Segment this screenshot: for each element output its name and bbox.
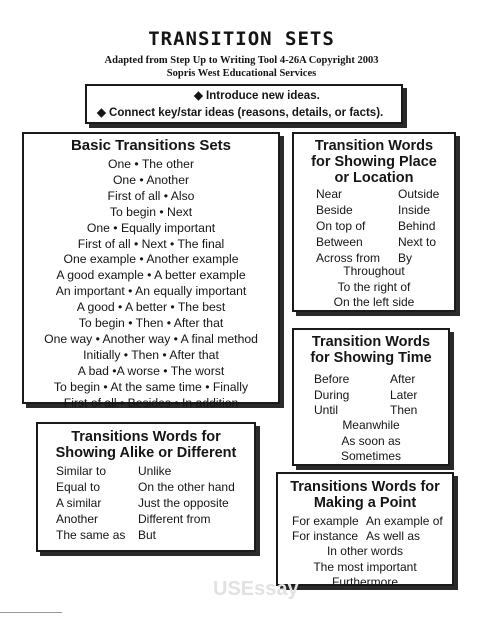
time-word: Until [314, 403, 339, 417]
point-word: As well as [366, 529, 421, 543]
alike-title-line: Showing Alike or Different [55, 445, 237, 461]
alike-word-grid [38, 464, 254, 549]
place-title-line: or Location [334, 170, 414, 186]
alike-different-box [36, 422, 256, 552]
time-box [292, 328, 450, 466]
alike-title-line: Transitions Words for [71, 429, 221, 445]
time-centered-list [294, 418, 448, 465]
time-word: Later [390, 387, 418, 402]
basic-transitions-title: Basic Transitions Sets [70, 137, 232, 154]
alike-word: But [138, 528, 157, 542]
place-word: Throughout [343, 264, 405, 278]
place-word: On top of [316, 219, 366, 233]
intro-line-1: ◆ Introduce new ideas. [194, 90, 320, 102]
alike-word: A similar [56, 496, 102, 510]
basic-transition-set: First of all • Also [107, 188, 195, 203]
place-word: On the left side [333, 295, 415, 309]
place-word: Beside [316, 203, 353, 217]
alike-word: Unlike [138, 464, 172, 478]
alike-word: Different from [138, 512, 211, 526]
basic-transition-set: First of all • Next • The final [77, 236, 225, 251]
place-box [292, 132, 456, 312]
time-word-grid [294, 372, 448, 422]
point-title-line: Making a Point [313, 495, 417, 511]
point-centered-list [278, 544, 452, 591]
alike-word: Just the opposite [138, 496, 229, 510]
page-title: TRANSITION SETS [148, 28, 335, 50]
basic-transitions-list [24, 157, 278, 412]
alike-word: The same as [56, 528, 126, 542]
alike-word: Another [56, 512, 99, 526]
place-word: Across from [316, 251, 381, 265]
time-word: After [390, 372, 416, 386]
point-title-line: Transitions Words for [290, 479, 440, 495]
point-word: For instance [292, 529, 359, 543]
place-word: To the right of [337, 279, 411, 294]
time-word: Before [314, 372, 350, 386]
point-word: An example of [366, 514, 443, 528]
basic-transition-set: A bad •A worse • The worst [77, 363, 225, 378]
place-word: Near [316, 187, 343, 201]
time-word: Meanwhile [342, 418, 400, 432]
place-word: Inside [398, 203, 431, 217]
place-centered-list [294, 264, 454, 311]
point-title [278, 479, 452, 511]
place-word: By [398, 251, 413, 265]
basic-transition-set: One way • Another way • A final method [44, 331, 258, 346]
basic-transition-set: One • Equally important [86, 220, 216, 235]
place-word: Between [316, 235, 363, 249]
basic-transition-set: Initially • Then • After that [83, 347, 219, 362]
basic-transition-set: First of all • Besides • In addition [63, 395, 239, 410]
time-word: Then [390, 403, 418, 417]
watermark-logo: USEssay [213, 578, 299, 600]
place-word: Next to [398, 235, 437, 249]
credit-line-2: Sopris West Educational Services [166, 68, 317, 79]
place-title-line: Transition Words [314, 138, 434, 154]
point-word: Furthermore [331, 575, 399, 589]
place-word: Outside [398, 187, 440, 201]
credit-line-1: Adapted from Step Up to Writing Tool 4-26A Copyright 2003 [104, 55, 379, 66]
time-word: As soon as [341, 433, 401, 448]
time-title [294, 334, 448, 366]
basic-transition-set: To begin • Then • After that [78, 316, 224, 331]
basic-transition-set: To begin • Next [109, 204, 193, 219]
footer-rule [0, 612, 62, 613]
time-word: Sometimes [340, 449, 402, 463]
point-word: In other words [326, 544, 404, 558]
place-word-grid [294, 187, 454, 267]
alike-word: On the other hand [138, 480, 235, 494]
point-box [276, 472, 454, 589]
time-title-line: Transition Words [311, 334, 431, 350]
place-title-line: for Showing Place [311, 154, 437, 170]
place-word: Behind [398, 219, 436, 233]
time-word: During [314, 387, 350, 402]
time-title-line: for Showing Time [310, 350, 432, 366]
alike-word: Equal to [56, 480, 101, 494]
point-word-grid [278, 514, 452, 546]
basic-transition-set: One • Another [112, 172, 190, 187]
basic-transitions-box [22, 132, 280, 410]
basic-transition-set: A good example • A better example [56, 268, 246, 283]
point-word: For example [292, 514, 359, 528]
basic-transition-set: An important • An equally important [55, 284, 247, 299]
point-word: The most important [313, 559, 417, 574]
alike-word: Similar to [56, 464, 107, 478]
alike-title [38, 429, 254, 461]
basic-transition-set: One • The other [107, 157, 195, 171]
basic-transition-set: A good • A better • The best [76, 300, 226, 315]
intro-box [85, 84, 403, 124]
basic-transition-set: To begin • At the same time • Finally [53, 379, 249, 394]
intro-line-2: ◆ Connect key/star ideas (reasons, details, or facts). [97, 107, 384, 119]
basic-transition-set: One example • Another example [63, 252, 239, 267]
place-title [294, 138, 454, 186]
